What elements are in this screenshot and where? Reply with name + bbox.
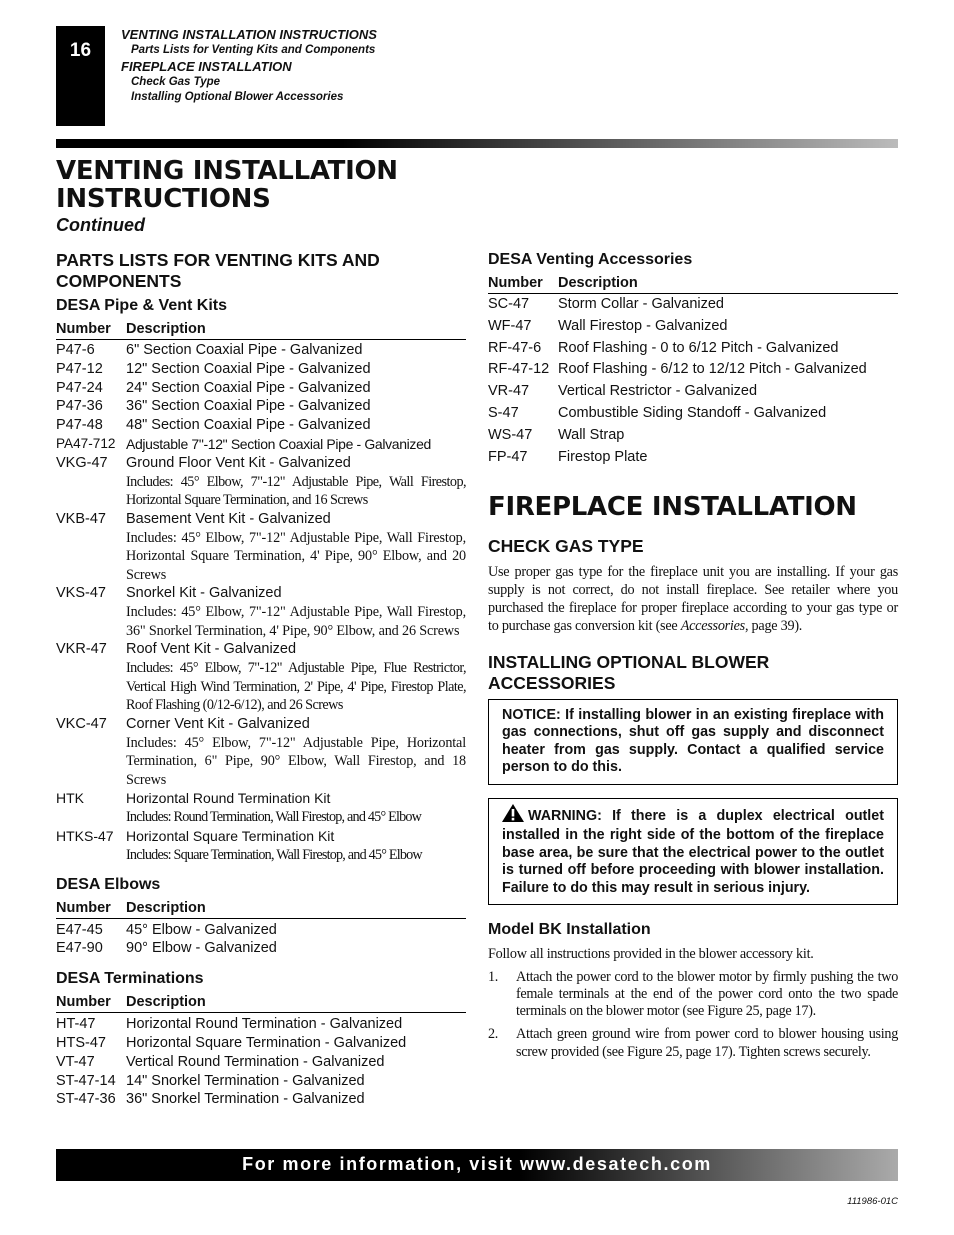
part-number: E47-90	[56, 940, 103, 957]
step-text: Attach the power cord to the blower motor by firmly pushing the two female terminals at the end of the power cord onto the two spade terminals on the blower motor (see Figure 25, page 17).	[516, 968, 898, 1020]
table-row	[56, 1015, 466, 1034]
table-row	[488, 447, 898, 469]
part-number: S-47	[488, 404, 519, 421]
table-row	[56, 1053, 466, 1072]
pipe-kits-table	[56, 341, 466, 865]
part-number: SC-47	[488, 296, 530, 312]
part-description: 45° Elbow - Galvanized	[126, 921, 277, 938]
part-description: Storm Collar - Galvanized	[558, 296, 724, 312]
table-row	[56, 454, 466, 473]
table-row	[56, 379, 466, 398]
part-number: P47-6	[56, 342, 95, 358]
kit-includes: Includes: Round Termination, Wall Firestop, and 45° Elbow	[126, 809, 422, 826]
blower-heading-line: ACCESSORIES	[488, 672, 616, 693]
table-row	[488, 425, 898, 447]
pipe-kits-table-header	[56, 321, 466, 340]
table-row	[488, 381, 898, 403]
elbows-table	[56, 921, 466, 959]
part-description: Ground Floor Vent Kit - Galvanized	[126, 454, 351, 471]
kit-includes: Includes: 45° Elbow, 7"-12" Adjustable Pipe, Wall Firestop, 36" Snorkel Termination, 4' Pipe, 90° Elbow, and 26 Screws	[126, 604, 466, 639]
running-header	[121, 27, 377, 106]
part-number: VKS-47	[56, 585, 106, 602]
table-row	[56, 360, 466, 379]
part-description: Wall Firestop - Galvanized	[558, 317, 728, 334]
blower-heading	[488, 652, 898, 694]
parts-heading-line: COMPONENTS	[56, 271, 182, 291]
step-number: 2.	[488, 1026, 499, 1043]
part-description: Wall Strap	[558, 426, 625, 443]
accessories-heading: DESA Venting Accessories	[488, 251, 693, 268]
part-number: VKG-47	[56, 454, 108, 471]
part-description: Horizontal Round Termination Kit	[126, 790, 331, 807]
part-description: Vertical Restrictor - Galvanized	[558, 383, 758, 400]
fireplace-title: FIREPLACE INSTALLATION	[488, 492, 857, 523]
part-description: Snorkel Kit - Galvanized	[126, 585, 282, 602]
part-description: 14" Snorkel Termination - Galvanized	[126, 1072, 365, 1089]
part-number: VKB-47	[56, 510, 106, 527]
kit-includes: Includes: 45° Elbow, 7"-12" Adjustable Pipe, Flue Restrictor, Vertical High Wind Termination, 2' Pipe, 4' Pipe, Firestop Plate, Roof Flashing (0/12-6/12), and 26 Screws	[126, 660, 466, 714]
table-row	[56, 1072, 466, 1091]
step-text: Attach green ground wire from power cord to blower housing using screw provided (see Figure 25, page 17). Tighten screws securely.	[516, 1026, 898, 1060]
part-number: WF-47	[488, 317, 532, 334]
table-row	[56, 1034, 466, 1053]
venting-title	[56, 157, 466, 213]
part-number: HTKS-47	[56, 828, 114, 845]
terminations-heading: DESA Terminations	[56, 970, 204, 988]
part-number: P47-12	[56, 360, 103, 377]
footer-website-text: For more information, visit www.desatech.com	[242, 1154, 712, 1174]
accessories-reference: Accessories	[680, 617, 745, 634]
check-gas-heading: CHECK GAS TYPE	[488, 536, 644, 557]
part-number: VT-47	[56, 1053, 95, 1070]
part-number: E47-45	[56, 921, 103, 938]
table-row	[56, 397, 466, 416]
table-row	[488, 403, 898, 425]
part-number: WS-47	[488, 426, 533, 443]
col-number-header: Number	[56, 321, 111, 337]
part-description: 36" Snorkel Termination - Galvanized	[126, 1091, 365, 1108]
page-number-box	[56, 26, 105, 126]
part-number: RF-47-12	[488, 361, 550, 378]
venting-title-line: VENTING INSTALLATION	[56, 156, 398, 186]
part-number: P47-36	[56, 398, 103, 415]
table-row	[56, 510, 466, 529]
check-gas-text: Use proper gas type for the fireplace unit you are installing. If your gas supply is not correct, do not install fireplace. See retailer where you purchased the fireplace for proper fireplace according to your gas type or to purchase gas conversion kit (see	[488, 564, 898, 634]
list-item	[488, 969, 898, 1021]
part-description: Horizontal Square Termination Kit	[126, 828, 335, 845]
venting-title-line: INSTRUCTIONS	[56, 184, 271, 214]
table-row	[56, 341, 466, 360]
col-description-header: Description	[126, 994, 206, 1011]
warning-triangle-icon	[502, 804, 524, 828]
part-number: ST-47-14	[56, 1072, 116, 1089]
part-number: RF-47-6	[488, 339, 542, 356]
table-row	[488, 359, 898, 381]
part-description: Roof Flashing - 6/12 to 12/12 Pitch - Galvanized	[558, 361, 867, 378]
col-description-header: Description	[126, 899, 206, 916]
table-row	[56, 640, 466, 659]
part-description: Adjustable 7"-12" Section Coaxial Pipe - Galvanized	[126, 435, 431, 452]
header-line: Parts Lists for Venting Kits and Components	[131, 44, 376, 56]
part-description: 36" Section Coaxial Pipe - Galvanized	[126, 398, 371, 415]
part-description: 48" Section Coaxial Pipe - Galvanized	[126, 417, 371, 434]
part-number: HTK	[56, 790, 84, 807]
part-number: P47-24	[56, 379, 103, 396]
part-description: Combustible Siding Standoff - Galvanized	[558, 404, 827, 421]
right-column	[488, 250, 898, 1061]
step-number: 1.	[488, 968, 499, 985]
check-gas-paragraph	[488, 564, 898, 635]
part-description: 6" Section Coaxial Pipe - Galvanized	[126, 342, 363, 358]
parts-lists-heading	[56, 250, 466, 292]
part-description: Vertical Round Termination - Galvanized	[126, 1053, 385, 1070]
warning-text: WARNING: If there is a duplex electrical outlet installed in the right side of the bottom of the fireplace base area, be sure that the electrical power to the outlet is turned off before proceeding with blower installation. Failure to do this may result in serious injury.	[502, 807, 884, 896]
col-description-header: Description	[126, 321, 206, 337]
part-number: HTS-47	[56, 1035, 106, 1052]
elbows-heading: DESA Elbows	[56, 875, 161, 893]
warning-box	[488, 798, 898, 906]
part-number: VKC-47	[56, 715, 107, 732]
accessories-table	[488, 294, 898, 468]
table-row	[56, 715, 466, 734]
part-number: PA47-712	[56, 435, 116, 451]
parts-heading-line: PARTS LISTS FOR VENTING KITS AND	[56, 250, 380, 270]
check-gas-text: , page 39).	[744, 617, 803, 634]
table-row	[56, 1090, 466, 1109]
part-description: Corner Vent Kit - Galvanized	[126, 715, 310, 732]
col-description-header: Description	[558, 275, 638, 291]
pipe-kits-heading: DESA Pipe & Vent Kits	[56, 297, 227, 314]
model-bk-heading: Model BK Installation	[488, 921, 651, 939]
part-description: 90° Elbow - Galvanized	[126, 940, 277, 957]
document-number: 111986-01C	[847, 1196, 898, 1207]
table-row	[56, 827, 466, 846]
col-number-header: Number	[56, 994, 111, 1011]
table-row	[56, 435, 466, 454]
table-row	[56, 416, 466, 435]
kit-includes: Includes: 45° Elbow, 7"-12" Adjustable Pipe, Horizontal Termination, 6" Pipe, 90° Elbow, Wall Firestop, and 18 Screws	[126, 734, 466, 788]
col-number-header: Number	[488, 275, 543, 291]
part-description: Horizontal Square Termination - Galvanized	[126, 1035, 407, 1052]
header-line: Installing Optional Blower Accessories	[131, 91, 344, 103]
part-number: FP-47	[488, 448, 528, 465]
venting-section	[56, 157, 466, 1109]
install-steps	[488, 969, 898, 1061]
kit-includes: Includes: 45° Elbow, 7"-12" Adjustable Pipe, Wall Firestop, Horizontal Square Termination, and 16 Screws	[126, 473, 466, 509]
table-row	[56, 789, 466, 808]
part-description: Roof Flashing - 0 to 6/12 Pitch - Galvanized	[558, 339, 839, 356]
part-description: Roof Vent Kit - Galvanized	[126, 641, 297, 658]
continued-label: Continued	[56, 215, 145, 235]
kit-includes: Includes: Square Termination, Wall Firestop, and 45° Elbow	[126, 847, 422, 864]
part-number: VKR-47	[56, 641, 107, 658]
part-number: ST-47-36	[56, 1091, 116, 1108]
elbows-table-header	[56, 900, 466, 919]
footer-bar	[56, 1149, 898, 1181]
header-line: FIREPLACE INSTALLATION	[121, 58, 292, 74]
table-row	[56, 939, 466, 958]
page-number: 16	[69, 40, 92, 61]
part-description: Basement Vent Kit - Galvanized	[126, 510, 331, 527]
table-row	[488, 316, 898, 338]
part-description: 24" Section Coaxial Pipe - Galvanized	[126, 379, 371, 396]
kit-includes: Includes: 45° Elbow, 7"-12" Adjustable Pipe, Wall Firestop, Horizontal Square Termination, 4' Pipe, 90° Elbow, and 20 Screws	[126, 529, 466, 583]
table-row	[488, 338, 898, 360]
accessories-table-header	[488, 275, 898, 294]
table-row	[56, 921, 466, 940]
part-number: HT-47	[56, 1016, 96, 1033]
header-line: VENTING INSTALLATION INSTRUCTIONS	[121, 27, 377, 42]
table-row	[56, 584, 466, 603]
terminations-table-header	[56, 994, 466, 1013]
col-number-header: Number	[56, 899, 111, 916]
blower-heading-line: INSTALLING OPTIONAL BLOWER	[488, 651, 770, 672]
part-description: Firestop Plate	[558, 448, 648, 465]
part-description: Horizontal Round Termination - Galvanized	[126, 1016, 403, 1033]
model-bk-intro: Follow all instructions provided in the blower accessory kit.	[488, 946, 814, 963]
terminations-table	[56, 1015, 466, 1109]
header-line: Check Gas Type	[131, 75, 221, 88]
header-gradient-bar	[56, 139, 898, 148]
table-row	[488, 294, 898, 316]
notice-box: NOTICE: If installing blower in an existing fireplace with gas connections, shut off gas supply and disconnect heater from gas supply. Contact a qualified service person to do this.	[488, 699, 898, 785]
part-number: VR-47	[488, 383, 530, 400]
part-number: P47-48	[56, 417, 103, 434]
part-description: 12" Section Coaxial Pipe - Galvanized	[126, 360, 371, 377]
list-item	[488, 1026, 898, 1060]
